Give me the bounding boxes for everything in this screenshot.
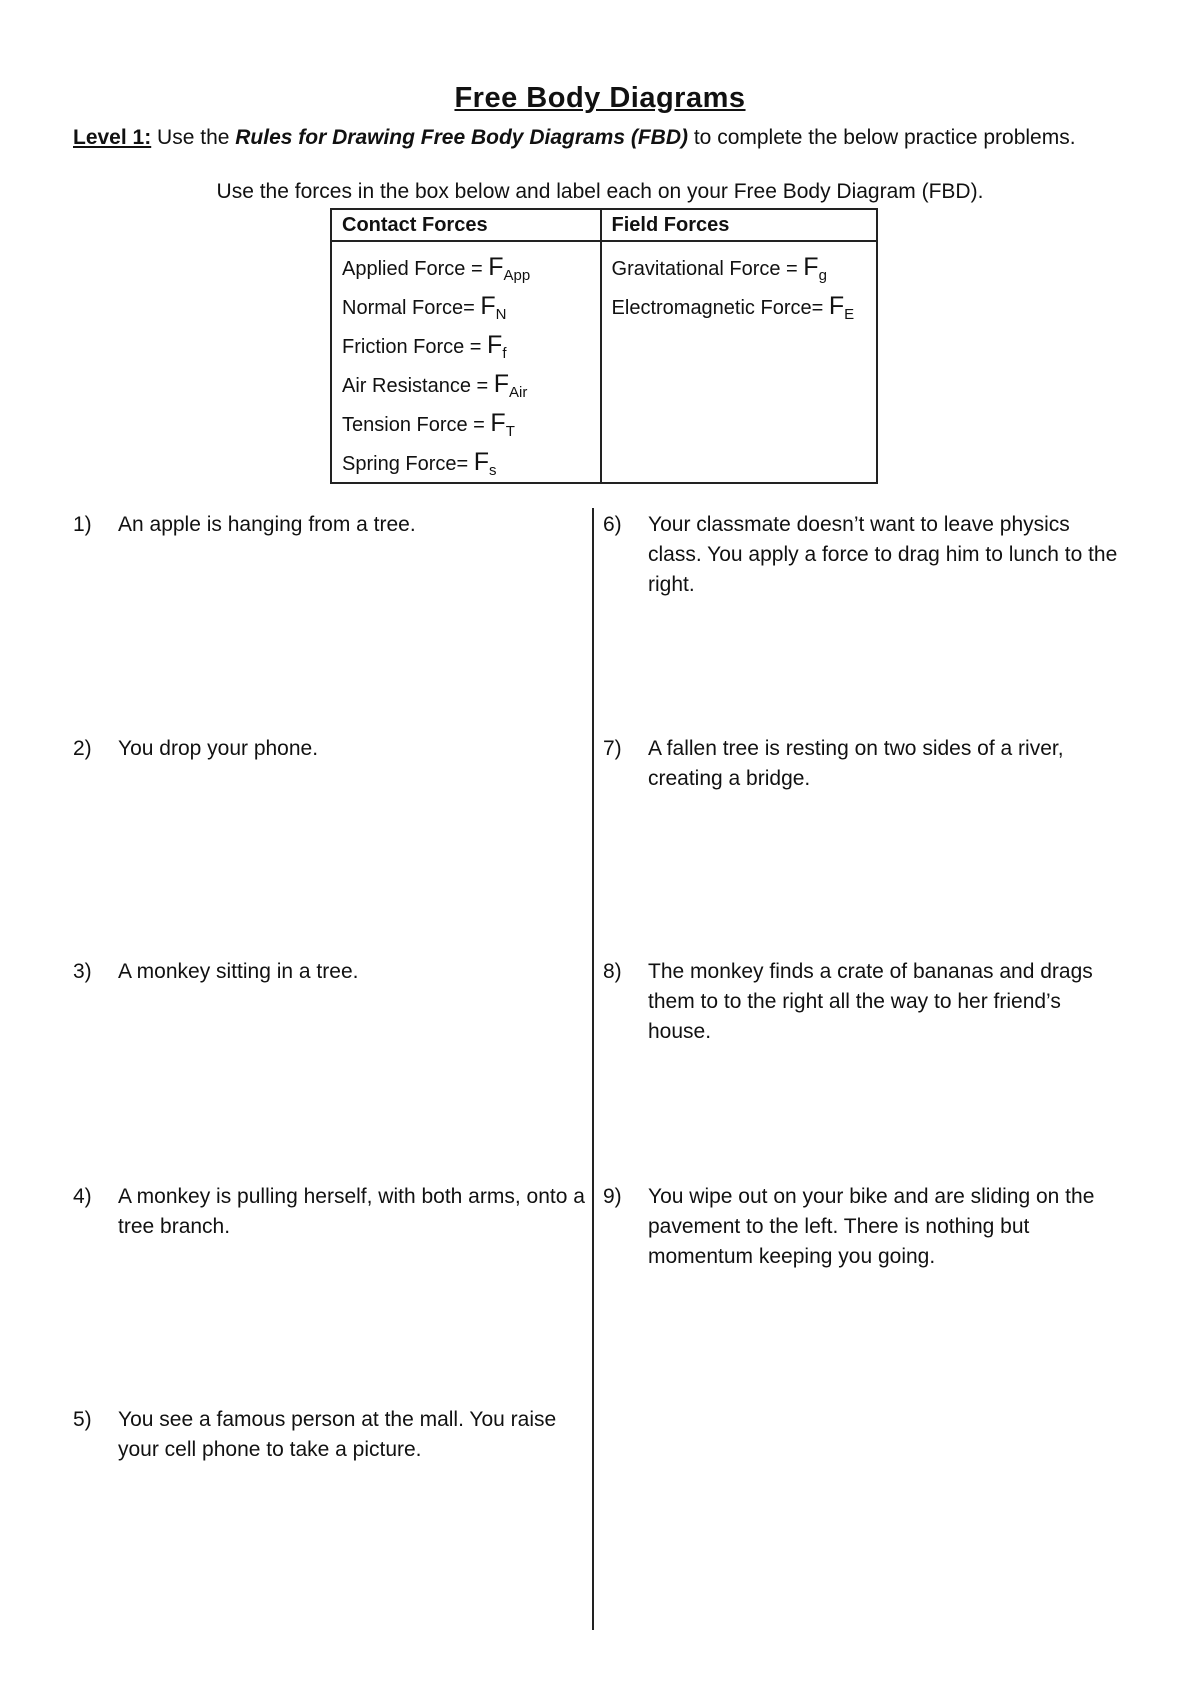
problem-number: 9): [603, 1185, 622, 1208]
problem-text: You drop your phone.: [118, 737, 319, 760]
force-gravitational: Gravitational Force = $F_g$: [611, 253, 827, 284]
problem-text: You wipe out on your bike and are sliding on the pavement to the left. There is nothing but momentum keeping you going.: [648, 1185, 1095, 1268]
problem-text: Your classmate doesn’t want to leave physics class. You apply a force to drag him to lunch to the right.: [648, 513, 1118, 596]
problem-number: 5): [73, 1408, 92, 1431]
force-electromagnetic: Electromagnetic Force= $F_E$: [611, 292, 855, 323]
force-tension: Tension Force = $F_T$: [342, 409, 515, 440]
force-instruction: Use the forces in the box below and label each on your Free Body Diagram (FBD).: [216, 180, 984, 203]
problem-text: A monkey sitting in a tree.: [118, 960, 359, 983]
problem-number: 4): [73, 1185, 92, 1208]
header-field-forces: Field Forces: [601, 209, 877, 241]
level-label: Level 1:: [73, 126, 152, 149]
problem-text: You see a famous person at the mall. You raise your cell phone to take a picture.: [118, 1408, 557, 1461]
problem-number: 2): [73, 737, 92, 760]
problem-number: 7): [603, 737, 622, 760]
problem-text: A monkey is pulling herself, with both arms, onto a tree branch.: [118, 1185, 585, 1238]
problem-number: 1): [73, 513, 92, 536]
problem-text: A fallen tree is resting on two sides of a river, creating a bridge.: [648, 737, 1064, 790]
field-forces-cell: [601, 241, 877, 483]
intro-use-the: Use the: [151, 126, 236, 149]
column-divider: [592, 508, 594, 1630]
problem-text: The monkey finds a crate of bananas and drags them to to the right all the way to her friend’s house.: [648, 960, 1093, 1043]
page-title: Free Body Diagrams: [454, 82, 746, 114]
problem-number: 8): [603, 960, 622, 983]
force-spring: Spring Force= $F_s$: [342, 448, 497, 479]
force-normal: Normal Force= $F_N$: [342, 292, 507, 323]
force-applied: Applied Force = $F_{App}$: [342, 253, 531, 284]
forces-table-header: [331, 209, 877, 241]
force-friction: Friction Force = $F_f$: [342, 331, 507, 362]
intro-paragraph: [73, 124, 1123, 152]
rules-title: Rules for Drawing Free Body Diagrams (FBD): [235, 126, 689, 149]
intro-rest: to complete the below practice problems.: [688, 126, 1076, 149]
header-contact-forces: Contact Forces: [331, 209, 601, 241]
problem-number: 3): [73, 960, 92, 983]
forces-table: [330, 208, 878, 484]
contact-forces-cell: [331, 241, 601, 483]
force-air-resistance: Air Resistance = $F_{Air}$: [342, 370, 528, 401]
problem-number: 6): [603, 513, 622, 536]
problem-text: An apple is hanging from a tree.: [118, 513, 416, 536]
